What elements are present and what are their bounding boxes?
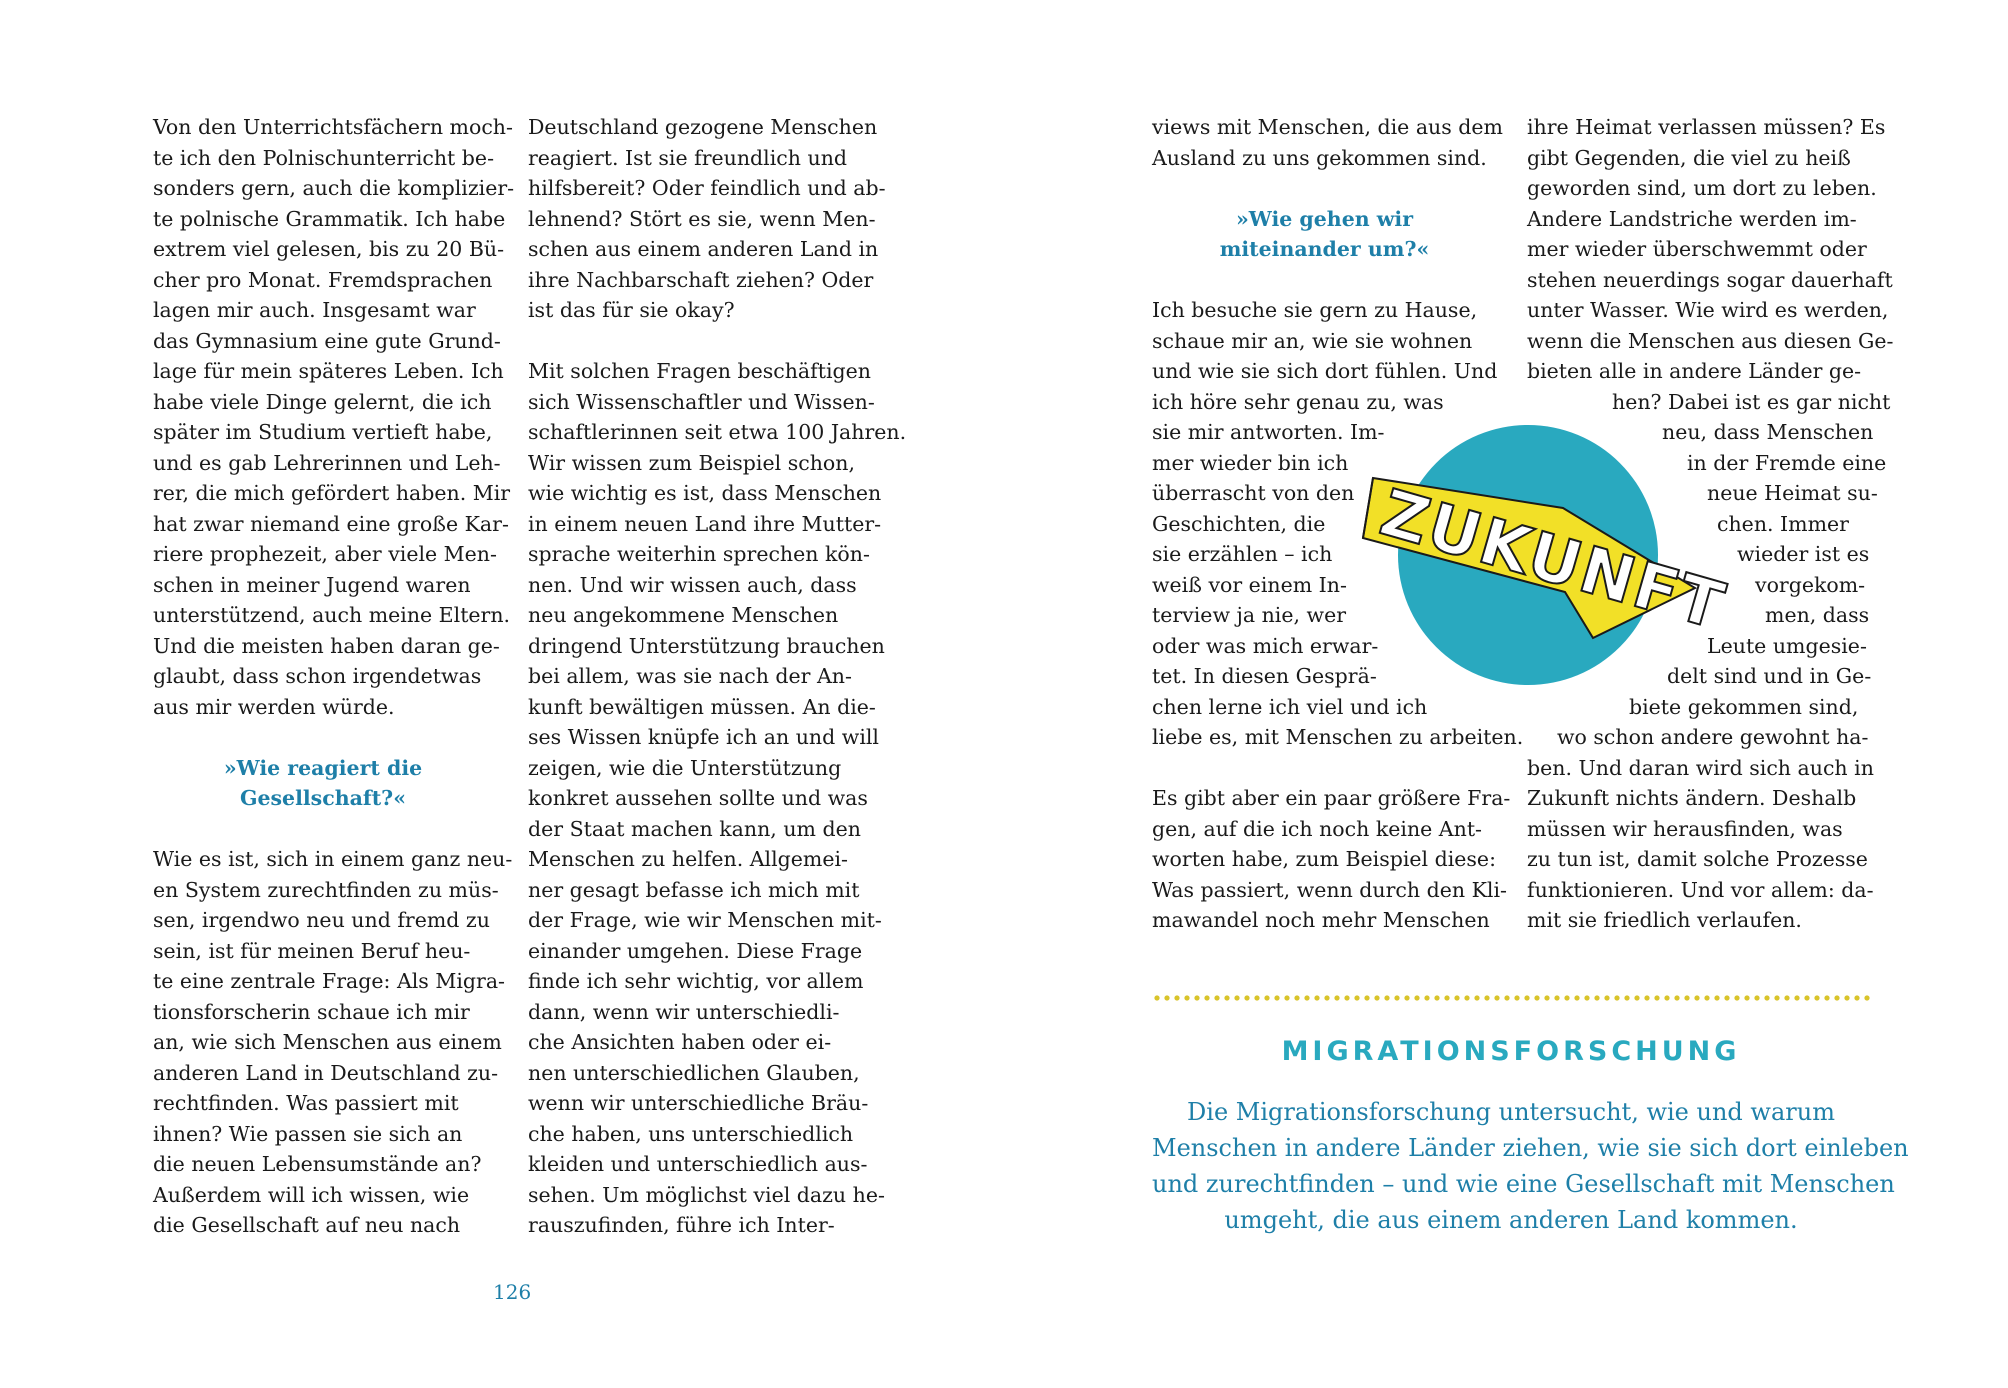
text-line: neu angekommene Menschen xyxy=(528,603,839,627)
text-line: biete gekommen sind, xyxy=(1629,694,1859,719)
box-text-line: und zurechtfinden – und wie eine Gesellschaft mit Menschen xyxy=(1152,1170,1895,1198)
text-line: sehen. Um möglichst viel dazu he- xyxy=(528,1182,885,1207)
text-line: Ich besuche sie gern zu Hause, xyxy=(1152,298,1478,322)
text-line: wenn die Menschen aus diesen Ge- xyxy=(1527,328,1894,353)
text-line: Zukunft nichts ändern. Deshalb xyxy=(1527,786,1857,810)
text-line: kunft bewältigen müssen. An die- xyxy=(528,694,876,719)
box-text-line: umgeht, die aus einem anderen Land kommen. xyxy=(1224,1206,1798,1234)
text-line: Es gibt aber ein paar größere Fra- xyxy=(1152,786,1511,810)
text-line: Mit solchen Fragen beschäftigen xyxy=(528,359,871,383)
text-line: in einem neuen Land ihre Mutter- xyxy=(528,511,882,536)
text-line: lage für mein späteres Leben. Ich xyxy=(153,359,504,383)
text-line: funktionieren. Und vor allem: da- xyxy=(1527,877,1874,902)
text-line: müssen wir herausfinden, was xyxy=(1527,816,1843,841)
text-line: che haben, uns unterschiedlich xyxy=(528,1121,854,1146)
text-line: rer, die mich gefördert haben. Mir xyxy=(153,481,511,505)
text-line: gibt Gegenden, die viel zu heiß xyxy=(1527,145,1851,170)
text-line: te ich den Polnischunterricht be- xyxy=(153,145,494,170)
text-line: neue Heimat su- xyxy=(1707,481,1878,505)
text-line: sprache weiterhin sprechen kön- xyxy=(528,542,870,566)
left-column-2 xyxy=(528,112,907,1241)
text-line: schaftlerinnen seit etwa 100 Jahren. xyxy=(528,420,907,444)
text-line: schen in meiner Jugend waren xyxy=(153,572,471,597)
text-line: stehen neuerdings sogar dauerhaft xyxy=(1527,267,1893,292)
text-line: chen lerne ich viel und ich xyxy=(1152,694,1428,719)
text-line: Wie es ist, sich in einem ganz neu- xyxy=(153,847,513,871)
text-line: Geschichten, die xyxy=(1152,511,1326,536)
section-heading: »Wie reagiert die xyxy=(223,755,423,780)
text-line: Von den Unterrichtsfächern moch- xyxy=(153,115,513,139)
text-line: sie mir antworten. Im- xyxy=(1152,420,1385,444)
text-line: gen, auf die ich noch keine Ant- xyxy=(1152,816,1482,841)
text-line: en System zurechtfinden zu müs- xyxy=(153,877,499,902)
text-line: Deutschland gezogene Menschen xyxy=(528,115,878,139)
text-line: mer wieder überschwemmt oder xyxy=(1527,237,1867,261)
text-line: die Gesellschaft auf neu nach xyxy=(153,1213,461,1237)
text-line: dann, wenn wir unterschiedli- xyxy=(528,999,840,1024)
text-line: dringend Unterstützung brauchen xyxy=(528,633,885,658)
text-line: vorgekom- xyxy=(1755,572,1866,597)
text-line: extrem viel gelesen, bis zu 20 Bü- xyxy=(153,237,505,261)
text-line: kleiden und unterschiedlich aus- xyxy=(528,1152,868,1176)
text-line: der Frage, wie wir Menschen mit- xyxy=(528,908,882,932)
text-line: Und die meisten haben daran ge- xyxy=(153,633,500,658)
text-line: bei allem, was sie nach der An- xyxy=(528,664,852,688)
text-line: cher pro Monat. Fremdsprachen xyxy=(153,267,493,292)
text-line: mawandel noch mehr Menschen xyxy=(1152,908,1490,932)
section-heading: Gesellschaft?« xyxy=(239,786,407,810)
page-number: 126 xyxy=(493,1280,532,1304)
dotted-divider xyxy=(1152,994,1870,1002)
text-line: hilfsbereit? Oder feindlich und ab- xyxy=(528,176,886,200)
text-line: und es gab Lehrerinnen und Leh- xyxy=(153,450,501,475)
text-line: wieder ist es xyxy=(1737,542,1870,566)
text-line: einander umgehen. Diese Frage xyxy=(528,938,863,963)
text-line: überrascht von den xyxy=(1152,481,1355,505)
text-line: oder was mich erwar- xyxy=(1152,633,1379,658)
text-line: zeigen, wie die Unterstützung xyxy=(528,755,842,780)
text-line: konkret aussehen sollte und was xyxy=(528,786,868,810)
text-line: hat zwar niemand eine große Kar- xyxy=(153,511,509,536)
text-line: ben. Und daran wird sich auch in xyxy=(1527,755,1874,780)
section-heading: miteinander um?« xyxy=(1219,237,1430,261)
text-line: finde ich sehr wichtig, vor allem xyxy=(528,969,864,993)
text-line: wie wichtig es ist, dass Menschen xyxy=(528,481,882,505)
text-line: bieten alle in andere Länder ge- xyxy=(1527,359,1862,383)
left-column-1 xyxy=(153,112,515,1241)
zukunft-illustration xyxy=(1355,420,1735,700)
text-line: an, wie sich Menschen aus einem xyxy=(153,1030,502,1054)
text-line: Was passiert, wenn durch den Kli- xyxy=(1152,877,1507,902)
text-line: hen? Dabei ist es gar nicht xyxy=(1612,389,1891,414)
box-title: MIGRATIONSFORSCHUNG xyxy=(1281,1036,1741,1067)
text-line: Leute umgesie- xyxy=(1707,633,1867,658)
text-line: wenn wir unterschiedliche Bräu- xyxy=(528,1091,869,1115)
text-line: später im Studium vertieft habe, xyxy=(153,420,493,444)
text-line: rauszufinden, führe ich Inter- xyxy=(528,1213,835,1237)
text-line: views mit Menschen, die aus dem xyxy=(1152,115,1503,139)
text-line: unter Wasser. Wie wird es werden, xyxy=(1527,298,1889,322)
text-line: ist das für sie okay? xyxy=(528,298,735,322)
text-line: sen, irgendwo neu und fremd zu xyxy=(153,908,490,932)
text-line: rechtfinden. Was passiert mit xyxy=(153,1091,459,1115)
text-line: unterstützend, auch meine Eltern. xyxy=(153,603,511,627)
text-line: tionsforscherin schaue ich mir xyxy=(153,999,470,1024)
text-line: che Ansichten haben oder ei- xyxy=(528,1030,832,1054)
text-line: chen. Immer xyxy=(1717,511,1849,536)
text-line: Ausland zu uns gekommen sind. xyxy=(1152,145,1487,170)
text-line: weiß vor einem In- xyxy=(1152,572,1347,597)
text-line: Wir wissen zum Beispiel schon, xyxy=(528,450,855,475)
text-line: aus mir werden würde. xyxy=(153,694,395,719)
text-line: nen unterschiedlichen Glauben, xyxy=(528,1060,860,1085)
text-line: te polnische Grammatik. Ich habe xyxy=(153,206,506,231)
text-line: anderen Land in Deutschland zu- xyxy=(153,1060,499,1085)
text-line: ner gesagt befasse ich mich mit xyxy=(528,877,860,902)
text-line: zu tun ist, damit solche Prozesse xyxy=(1527,847,1868,871)
text-line: schen aus einem anderen Land in xyxy=(528,237,879,261)
text-line: te eine zentrale Frage: Als Migra- xyxy=(153,969,505,993)
text-line: liebe es, mit Menschen zu arbeiten. xyxy=(1152,725,1524,749)
text-line: delt sind und in Ge- xyxy=(1667,664,1872,688)
text-line: nen. Und wir wissen auch, dass xyxy=(528,572,857,597)
text-line: wo schon andere gewohnt ha- xyxy=(1557,725,1869,749)
text-line: mit sie friedlich verlaufen. xyxy=(1527,908,1802,932)
text-line: Außerdem will ich wissen, wie xyxy=(153,1182,470,1207)
text-line: in der Fremde eine xyxy=(1687,450,1887,475)
text-line: men, dass xyxy=(1765,603,1870,627)
text-line: ihre Nachbarschaft ziehen? Oder xyxy=(528,267,874,292)
section-heading: »Wie gehen wir xyxy=(1235,206,1414,231)
text-line: sonders gern, auch die komplizier- xyxy=(153,176,515,200)
text-line: worten habe, zum Beispiel diese: xyxy=(1152,847,1496,871)
text-line: riere prophezeit, aber viele Men- xyxy=(153,542,497,566)
text-line: die neuen Lebensumstände an? xyxy=(153,1152,482,1176)
text-line: habe viele Dinge gelernt, die ich xyxy=(153,389,492,414)
text-line: ihre Heimat verlassen müssen? Es xyxy=(1527,115,1886,139)
text-line: und wie sie sich dort fühlen. Und xyxy=(1152,359,1498,383)
text-line: Menschen zu helfen. Allgemei- xyxy=(528,847,848,871)
text-line: geworden sind, um dort zu leben. xyxy=(1527,176,1877,200)
box-text-line: Menschen in andere Länder ziehen, wie sie sich dort einleben xyxy=(1152,1134,1909,1162)
text-line: ihnen? Wie passen sie sich an xyxy=(153,1121,463,1146)
text-line: das Gymnasium eine gute Grund- xyxy=(153,328,501,353)
text-line: schaue mir an, wie sie wohnen xyxy=(1152,328,1473,353)
text-line: mer wieder bin ich xyxy=(1152,450,1349,475)
text-line: glaubt, dass schon irgendetwas xyxy=(153,664,482,688)
text-line: tet. In diesen Gesprä- xyxy=(1152,664,1377,688)
text-line: der Staat machen kann, um den xyxy=(528,816,861,841)
text-line: sein, ist für meinen Beruf heu- xyxy=(153,938,471,963)
text-line: ses Wissen knüpfe ich an und will xyxy=(528,725,879,749)
text-line: neu, dass Menschen xyxy=(1662,420,1874,444)
text-line: sie erzählen – ich xyxy=(1152,542,1333,566)
box-text xyxy=(1152,1094,1909,1238)
box-text-line: Die Migrationsforschung untersucht, wie und warum xyxy=(1187,1098,1835,1126)
zukunft-word: ZUKUNFT xyxy=(1372,476,1734,645)
text-line: lagen mir auch. Insgesamt war xyxy=(153,298,476,322)
text-line: Andere Landstriche werden im- xyxy=(1527,206,1857,231)
text-line: lehnend? Stört es sie, wenn Men- xyxy=(528,206,876,231)
text-line: terview ja nie, wer xyxy=(1152,603,1346,627)
text-line: reagiert. Ist sie freundlich und xyxy=(528,145,848,170)
text-line: sich Wissenschaftler und Wissen- xyxy=(528,389,875,414)
text-line: ich höre sehr genau zu, was xyxy=(1152,389,1444,414)
